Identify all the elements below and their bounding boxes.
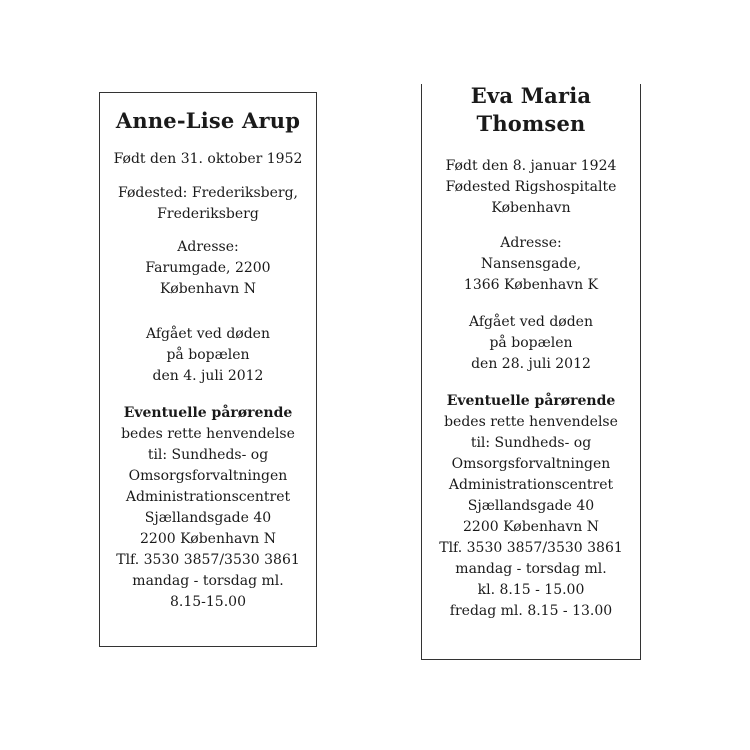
address-line: 1366 København K — [463, 277, 599, 293]
death-line: på bopælen — [166, 347, 250, 363]
deceased-name — [100, 107, 316, 135]
contact-line: mandag - torsdag ml. — [132, 573, 284, 589]
death-notice-eva-maria-thomsen — [421, 84, 641, 660]
address-line: Nansensgade, — [480, 256, 582, 272]
contact-line: Administrationscentret — [125, 489, 291, 505]
contact-line: Omsorgsforvaltningen — [451, 456, 611, 472]
birth-info — [422, 156, 640, 219]
name-line: Eva Maria — [470, 83, 592, 108]
address-line: Adresse: — [177, 239, 239, 255]
death-info — [100, 324, 316, 387]
contact-info — [422, 391, 640, 622]
birthplace-line: Fødested: Frederiksberg, — [118, 185, 298, 201]
birth-date — [100, 149, 316, 170]
born-line: Født den 31. oktober 1952 — [113, 151, 303, 167]
address-line: København N — [160, 281, 256, 297]
name-line: Anne-Lise Arup — [115, 108, 301, 133]
death-line: Afgået ved døden — [146, 326, 270, 342]
birthplace — [100, 183, 316, 225]
address-line: Adresse: — [500, 235, 562, 251]
born-line: København — [491, 200, 571, 216]
contact-line: 2200 København N — [463, 519, 599, 535]
contact-line: 2200 København N — [140, 531, 276, 547]
contact-line: Sjællandsgade 40 — [144, 510, 272, 526]
address — [100, 237, 316, 300]
contact-line: Tlf. 3530 3857/3530 3861 — [439, 540, 623, 556]
death-notice-anne-lise-arup — [99, 92, 317, 647]
birthplace-line: Frederiksberg — [157, 206, 259, 222]
death-line: Afgået ved døden — [469, 314, 593, 330]
contact-line: til: Sundheds- og — [470, 435, 592, 451]
address-line: Farumgade, 2200 — [145, 260, 271, 276]
contact-line: fredag ml. 8.15 - 13.00 — [449, 603, 613, 619]
contact-line: bedes rette henvendelse — [121, 426, 295, 442]
death-line: den 4. juli 2012 — [152, 368, 264, 384]
death-line: den 28. juli 2012 — [471, 356, 591, 372]
contact-line: Administrationscentret — [448, 477, 614, 493]
name-line: Thomsen — [476, 111, 586, 136]
contact-line: Omsorgsforvaltningen — [128, 468, 288, 484]
death-info — [422, 312, 640, 375]
address — [422, 233, 640, 296]
contact-line: bedes rette henvendelse — [444, 414, 618, 430]
contact-info — [100, 403, 316, 613]
contact-line: kl. 8.15 - 15.00 — [477, 582, 585, 598]
contact-heading: Eventuelle pårørende — [123, 405, 293, 421]
contact-heading: Eventuelle pårørende — [446, 393, 616, 409]
contact-line: til: Sundheds- og — [147, 447, 269, 463]
contact-line: Tlf. 3530 3857/3530 3861 — [116, 552, 300, 568]
contact-line: Sjællandsgade 40 — [467, 498, 595, 514]
deceased-name — [422, 82, 640, 138]
death-line: på bopælen — [489, 335, 573, 351]
contact-line: mandag - torsdag ml. — [455, 561, 607, 577]
contact-line: 8.15-15.00 — [170, 594, 246, 610]
born-line: Fødested Rigshospitalte — [445, 179, 617, 195]
born-line: Født den 8. januar 1924 — [445, 158, 617, 174]
